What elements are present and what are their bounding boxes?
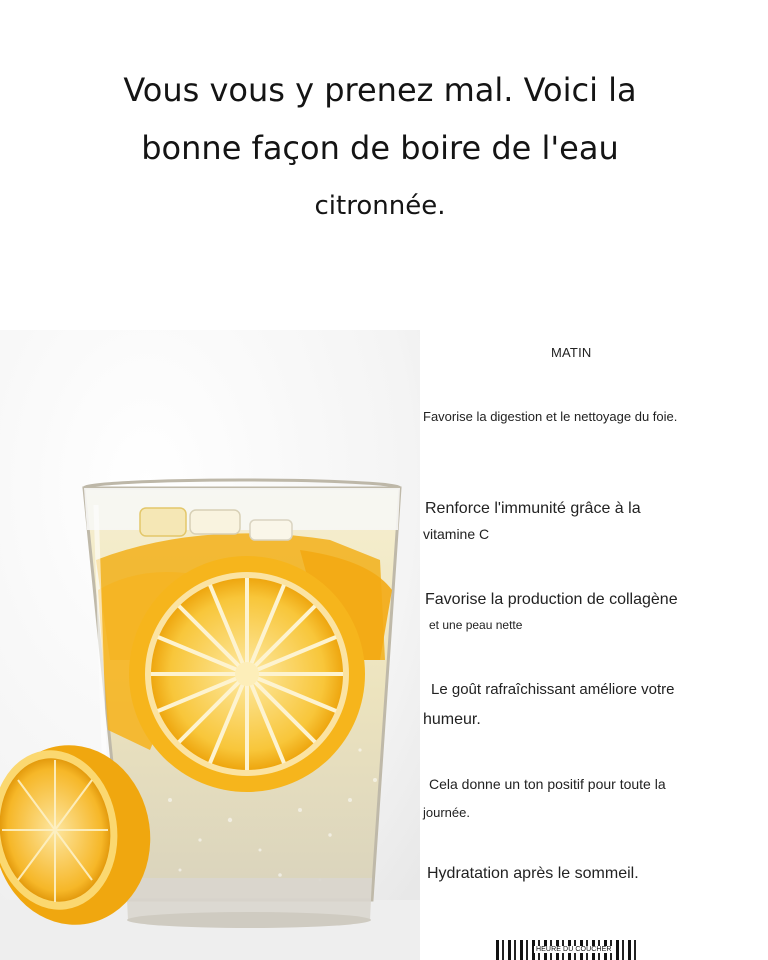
bedtime-section-graphic (496, 940, 636, 960)
benefit-item (423, 861, 743, 887)
benefit-subtext: humeur. (423, 711, 481, 728)
benefit-item (423, 772, 743, 830)
benefit-item (423, 587, 743, 637)
benefit-subtext: et une peau nette (429, 618, 523, 632)
title-line-2: bonne façon de boire de l'eau (141, 129, 619, 168)
page-title (70, 61, 690, 235)
benefit-text: Hydratation après le sommeil. (427, 865, 639, 882)
benefit-text: Le goût rafraîchissant améliore votre (431, 681, 675, 698)
lemon-water-glass-image (0, 330, 420, 960)
section-label-bedtime: HEURE DU COUCHER (536, 946, 612, 953)
title-line-1: Vous vous y prenez mal. Voici la (123, 71, 637, 110)
benefit-text: Favorise la production de collagène (425, 591, 678, 608)
benefit-item (423, 404, 743, 430)
benefit-item (423, 496, 743, 546)
benefit-subtext: journée. (423, 805, 470, 820)
benefit-subtext: vitamine C (423, 526, 490, 542)
benefit-text: Renforce l'immunité grâce à la (425, 500, 641, 517)
section-label-morning: MATIN (551, 345, 592, 360)
benefit-item (423, 677, 743, 737)
title-line-3: citronnée. (314, 191, 446, 222)
benefit-text: Favorise la digestion et le nettoyage du foie. (423, 409, 678, 424)
benefit-text: Cela donne un ton positif pour toute la (429, 776, 666, 792)
